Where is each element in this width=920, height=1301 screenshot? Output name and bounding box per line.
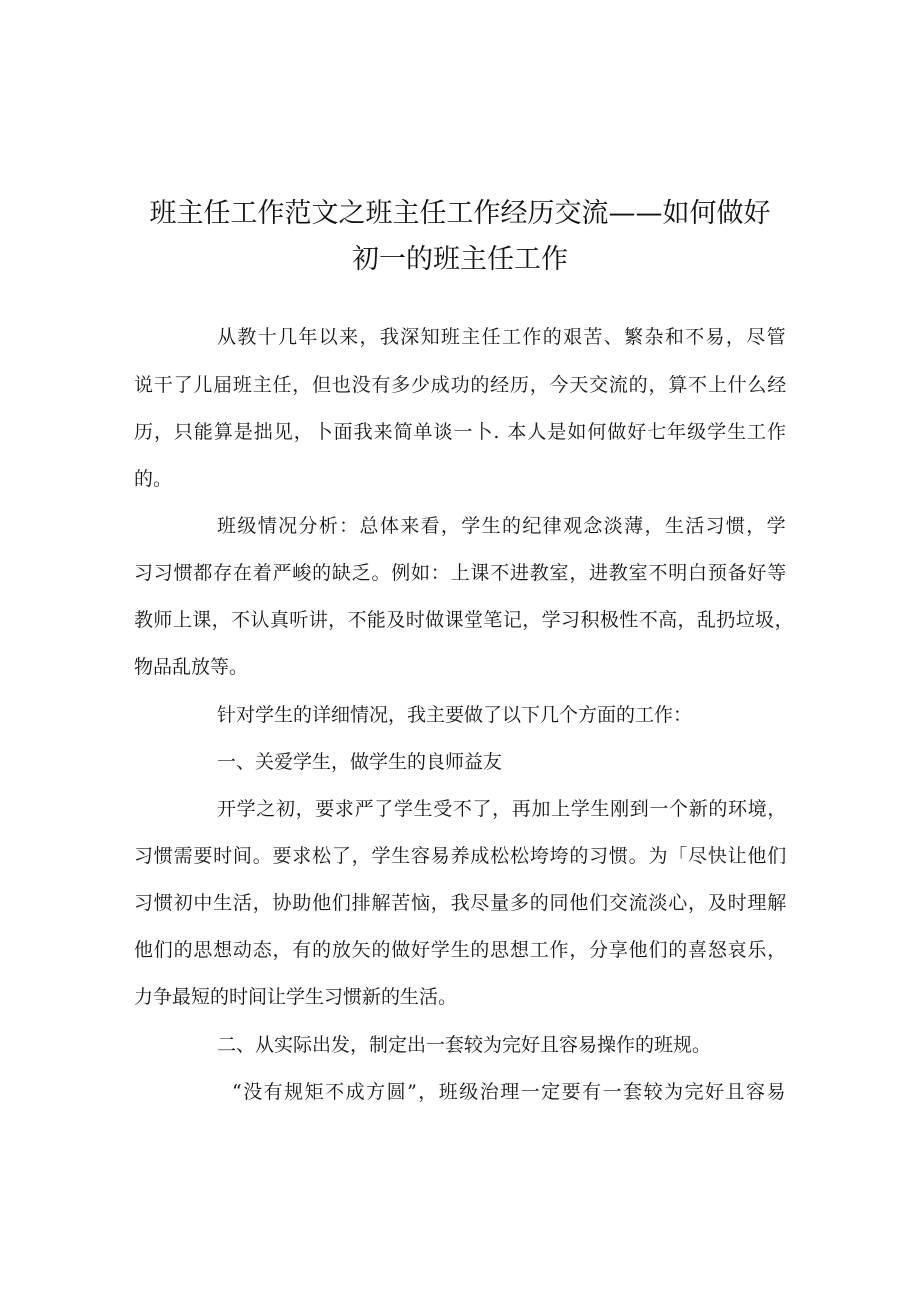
paragraph-4-line-1: 开学之初，要求严了学生受不了，再加上学生刚到一个新的环境， [217,798,787,820]
paragraph-2-line-1: 班级情况分析：总体来看，学生的纪律观念淡薄，生活习惯，学 [217,515,787,537]
paragraph-3: 针对学生的详细情况，我主要做了以下几个方面的工作： [217,704,693,726]
paragraph-4-line-2: 习惯需要时间。要求松了，学生容易养成松松垮垮的习惯。为「尽快让他们 [134,845,787,867]
section-heading-2: 二、从实际出发，制定出一套较为完好且容易操作的班规。 [217,1034,712,1056]
paragraph-1-line-2: 说干了儿届班主任，但也没有多少成功的经历，今天交流的，算不上什么经 [134,374,787,396]
paragraph-1-line-3: 历，只能算是拙见，卜面我来简单谈一卜. 本人是如何做好七年级学生工作 [134,421,787,443]
paragraph-2-line-4: 物品乱放等。 [134,656,249,678]
paragraph-2-line-3: 教师上课，不认真听讲，不能及时做课堂笔记，学习积极性不高，乱扔垃圾， [134,609,794,631]
paragraph-2-line-2: 习习惯都存在着严峻的缺乏。例如：上课不进教室，进教室不明白预备好等 [134,562,787,584]
document-title-line-1: 班主任工作范文之班主任工作经历交流——如何做好 [149,198,771,229]
paragraph-5-line-1: “没有规矩不成方圆”，班级治理一定要有一套较为完好且容易 [232,1081,787,1103]
document-title-line-2: 初一的班主任工作 [352,244,568,275]
paragraph-4-line-5: 力争最短的时间让学生习惯新的生活。 [134,986,458,1008]
paragraph-4-line-3: 习惯初中生活，协助他们排解苦恼，我尽量多的同他们交流淡心，及时理解 [134,892,787,914]
paragraph-4-line-4: 他们的思想动态，有的放矢的做好学生的思想工作，分享他们的喜怒哀乐， [134,939,787,961]
paragraph-1-line-4: 的。 [134,468,173,490]
section-heading-1: 一、关爱学生，做学生的良师益友 [217,751,503,773]
paragraph-1-line-1: 从教十几年以来，我深知班主任工作的艰苦、繁杂和不易，尽管 [217,326,787,348]
